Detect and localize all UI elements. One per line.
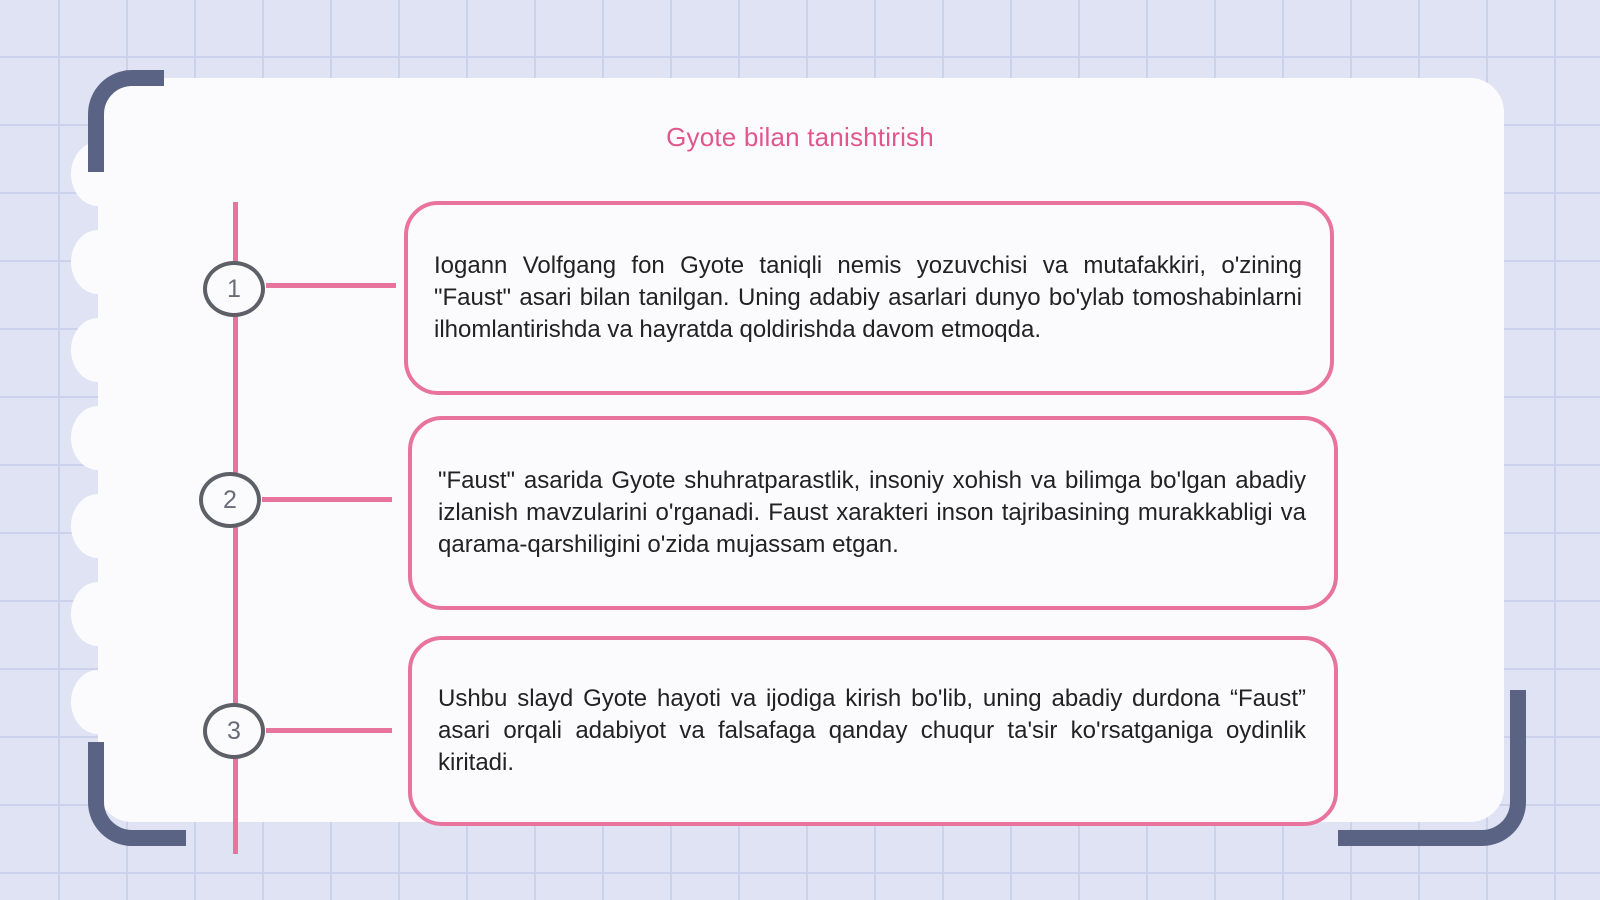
- card-text: "Faust" asarida Gyote shuhratparastlik, insoniy xohish va bilimga bo'lgan abadiy izlanish mavzularini o'rganadi. Faust xarakteri inson tajribasining murakkabligi va qarama-qarshiligini o'zida mujassam etgan.: [438, 467, 1306, 558]
- page-scallop: [71, 406, 125, 470]
- timeline-connector: [262, 497, 392, 502]
- timeline-marker-2: 2: [199, 472, 261, 528]
- page-scallop: [71, 318, 125, 382]
- corner-bracket-top-left: [88, 70, 164, 172]
- corner-bracket-bottom-right: [1338, 690, 1526, 846]
- page-scallop: [71, 582, 125, 646]
- card-text: Iogann Volfgang fon Gyote taniqli nemis yozuvchisi va mutafakkiri, o'zining "Faust" asari bilan tanilgan. Uning adabiy asarlari dunyo bo'ylab tomoshabinlarni ilhomlantirishda va hayratda qoldirishda davom etmoqda.: [434, 252, 1302, 343]
- page-scallop: [71, 494, 125, 558]
- content-card-1: [404, 201, 1334, 395]
- corner-bracket-bottom-left: [88, 742, 186, 846]
- timeline-marker-3: 3: [203, 703, 265, 759]
- timeline-connector: [266, 283, 396, 288]
- page-scallop: [71, 670, 125, 734]
- timeline-connector: [266, 728, 392, 733]
- card-text: Ushbu slayd Gyote hayoti va ijodiga kirish bo'lib, uning abadiy durdona “Faust” asari orqali adabiyot va falsafaga qanday chuqur ta'sir ko'rsatganiga oydinlik kiritadi.: [438, 685, 1306, 776]
- content-card-3: [408, 636, 1338, 826]
- content-card-2: [408, 416, 1338, 610]
- timeline-marker-1: 1: [203, 261, 265, 317]
- slide-title: Gyote bilan tanishtirish: [666, 122, 934, 152]
- page-scallop: [71, 230, 125, 294]
